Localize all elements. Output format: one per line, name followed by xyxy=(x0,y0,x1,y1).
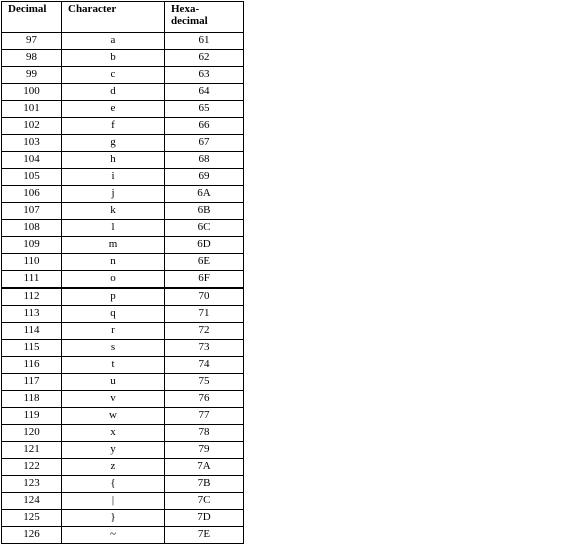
cell-hexadecimal: 7E xyxy=(165,527,244,544)
cell-character: y xyxy=(62,442,165,459)
table-body xyxy=(2,33,244,544)
cell-decimal: 114 xyxy=(2,323,62,340)
cell-character: v xyxy=(62,391,165,408)
cell-character: w xyxy=(62,408,165,425)
cell-decimal: 121 xyxy=(2,442,62,459)
table-row xyxy=(2,118,244,135)
cell-character: d xyxy=(62,84,165,101)
cell-character: n xyxy=(62,254,165,271)
table-row xyxy=(2,340,244,357)
cell-character: { xyxy=(62,476,165,493)
cell-character: o xyxy=(62,271,165,289)
cell-hexadecimal: 7D xyxy=(165,510,244,527)
table-row xyxy=(2,459,244,476)
cell-hexadecimal: 71 xyxy=(165,306,244,323)
table-row xyxy=(2,510,244,527)
cell-decimal: 123 xyxy=(2,476,62,493)
cell-hexadecimal: 70 xyxy=(165,288,244,306)
table-row xyxy=(2,493,244,510)
cell-character: ~ xyxy=(62,527,165,544)
cell-character: a xyxy=(62,33,165,50)
cell-hexadecimal: 79 xyxy=(165,442,244,459)
header-hexadecimal xyxy=(165,2,244,33)
cell-hexadecimal: 66 xyxy=(165,118,244,135)
table-row xyxy=(2,254,244,271)
cell-decimal: 108 xyxy=(2,220,62,237)
cell-decimal: 122 xyxy=(2,459,62,476)
cell-character: z xyxy=(62,459,165,476)
cell-decimal: 116 xyxy=(2,357,62,374)
cell-hexadecimal: 65 xyxy=(165,101,244,118)
cell-decimal: 104 xyxy=(2,152,62,169)
cell-hexadecimal: 6D xyxy=(165,237,244,254)
cell-character: u xyxy=(62,374,165,391)
cell-character: i xyxy=(62,169,165,186)
cell-hexadecimal: 75 xyxy=(165,374,244,391)
cell-decimal: 106 xyxy=(2,186,62,203)
cell-hexadecimal: 6F xyxy=(165,271,244,289)
cell-decimal: 118 xyxy=(2,391,62,408)
table-row xyxy=(2,169,244,186)
cell-hexadecimal: 7B xyxy=(165,476,244,493)
cell-hexadecimal: 77 xyxy=(165,408,244,425)
cell-character: b xyxy=(62,50,165,67)
cell-hexadecimal: 7A xyxy=(165,459,244,476)
table-row xyxy=(2,425,244,442)
table-row xyxy=(2,186,244,203)
cell-character: g xyxy=(62,135,165,152)
cell-character: e xyxy=(62,101,165,118)
cell-hexadecimal: 7C xyxy=(165,493,244,510)
cell-decimal: 100 xyxy=(2,84,62,101)
cell-hexadecimal: 73 xyxy=(165,340,244,357)
table-row xyxy=(2,220,244,237)
header-character: Character xyxy=(62,2,165,33)
cell-character: t xyxy=(62,357,165,374)
cell-decimal: 110 xyxy=(2,254,62,271)
cell-decimal: 115 xyxy=(2,340,62,357)
cell-decimal: 107 xyxy=(2,203,62,220)
cell-decimal: 125 xyxy=(2,510,62,527)
cell-decimal: 124 xyxy=(2,493,62,510)
cell-character: m xyxy=(62,237,165,254)
table-row xyxy=(2,203,244,220)
cell-hexadecimal: 62 xyxy=(165,50,244,67)
cell-character: | xyxy=(62,493,165,510)
cell-character: c xyxy=(62,67,165,84)
cell-hexadecimal: 6C xyxy=(165,220,244,237)
cell-decimal: 103 xyxy=(2,135,62,152)
cell-decimal: 109 xyxy=(2,237,62,254)
cell-hexadecimal: 72 xyxy=(165,323,244,340)
table-row xyxy=(2,374,244,391)
cell-decimal: 105 xyxy=(2,169,62,186)
cell-character: l xyxy=(62,220,165,237)
table-row xyxy=(2,271,244,289)
cell-character: p xyxy=(62,288,165,306)
cell-decimal: 111 xyxy=(2,271,62,289)
table-row xyxy=(2,84,244,101)
cell-decimal: 120 xyxy=(2,425,62,442)
table-row xyxy=(2,442,244,459)
cell-hexadecimal: 64 xyxy=(165,84,244,101)
cell-decimal: 97 xyxy=(2,33,62,50)
cell-character: } xyxy=(62,510,165,527)
cell-decimal: 112 xyxy=(2,288,62,306)
cell-decimal: 126 xyxy=(2,527,62,544)
cell-decimal: 113 xyxy=(2,306,62,323)
cell-hexadecimal: 61 xyxy=(165,33,244,50)
cell-character: j xyxy=(62,186,165,203)
table-row xyxy=(2,288,244,306)
table-row xyxy=(2,408,244,425)
cell-decimal: 101 xyxy=(2,101,62,118)
cell-hexadecimal: 74 xyxy=(165,357,244,374)
cell-hexadecimal: 67 xyxy=(165,135,244,152)
table-row xyxy=(2,152,244,169)
cell-decimal: 98 xyxy=(2,50,62,67)
table-header xyxy=(2,2,244,33)
table-row xyxy=(2,357,244,374)
table-row xyxy=(2,527,244,544)
table-row xyxy=(2,323,244,340)
header-hexadecimal-label: Hexa- decimal xyxy=(171,3,208,27)
header-decimal: Decimal xyxy=(2,2,62,33)
table-row xyxy=(2,33,244,50)
table-row xyxy=(2,50,244,67)
cell-character: x xyxy=(62,425,165,442)
cell-character: f xyxy=(62,118,165,135)
cell-character: r xyxy=(62,323,165,340)
cell-decimal: 102 xyxy=(2,118,62,135)
cell-character: h xyxy=(62,152,165,169)
cell-hexadecimal: 6B xyxy=(165,203,244,220)
table-row xyxy=(2,237,244,254)
cell-hexadecimal: 68 xyxy=(165,152,244,169)
table-row xyxy=(2,135,244,152)
table-row xyxy=(2,391,244,408)
cell-hexadecimal: 76 xyxy=(165,391,244,408)
cell-character: s xyxy=(62,340,165,357)
table-row xyxy=(2,67,244,84)
cell-hexadecimal: 6E xyxy=(165,254,244,271)
table-row xyxy=(2,101,244,118)
cell-hexadecimal: 69 xyxy=(165,169,244,186)
cell-character: q xyxy=(62,306,165,323)
cell-decimal: 119 xyxy=(2,408,62,425)
cell-character: k xyxy=(62,203,165,220)
cell-hexadecimal: 63 xyxy=(165,67,244,84)
header-row xyxy=(2,2,244,33)
cell-decimal: 99 xyxy=(2,67,62,84)
cell-hexadecimal: 6A xyxy=(165,186,244,203)
table-row xyxy=(2,306,244,323)
ascii-table xyxy=(1,1,244,544)
cell-decimal: 117 xyxy=(2,374,62,391)
cell-hexadecimal: 78 xyxy=(165,425,244,442)
table-row xyxy=(2,476,244,493)
